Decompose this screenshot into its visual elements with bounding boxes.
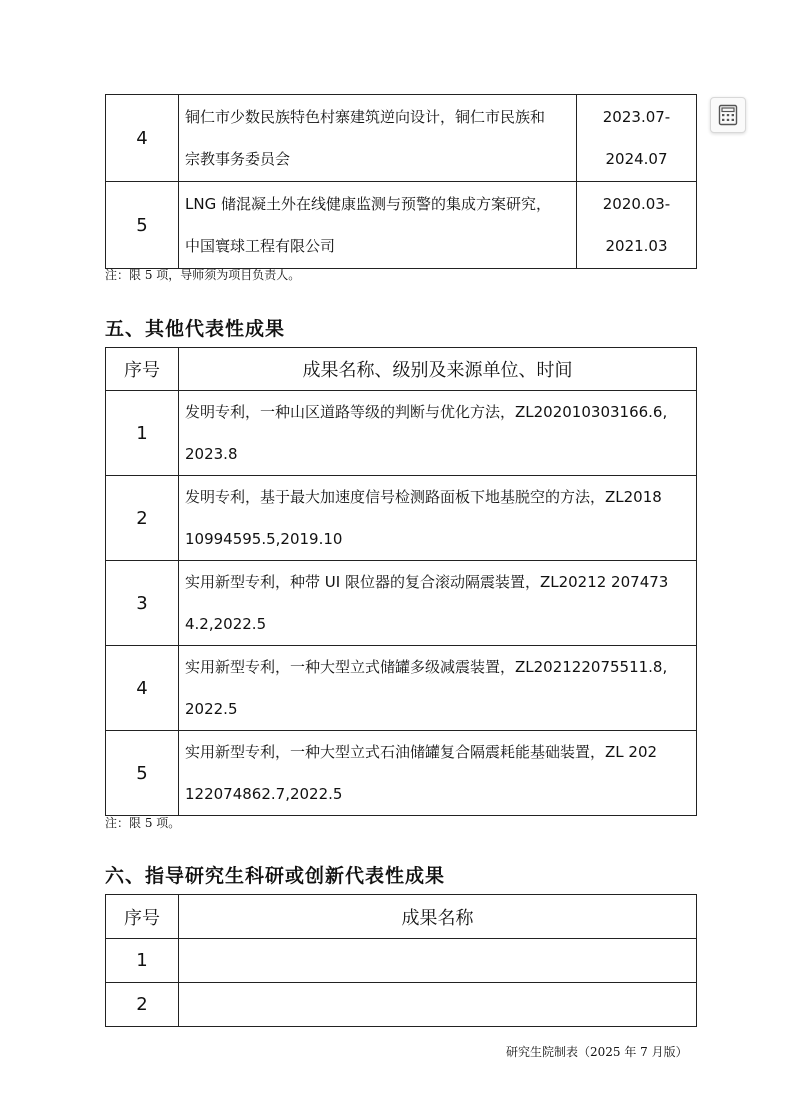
projects-table (105, 94, 697, 269)
achievement-line: 10994595.5,2019.10 (185, 530, 343, 548)
section-title-student-achievements: 六、指导研究生科研或创新代表性成果 (105, 865, 446, 887)
header-number: 序号 (106, 348, 179, 391)
table-row (106, 476, 697, 561)
student-achievements-table (105, 894, 697, 1027)
period-start: 2020.03- (602, 195, 671, 213)
table-row (106, 939, 697, 983)
project-period (577, 182, 697, 269)
table-row (106, 561, 697, 646)
achievement-name-cell[interactable] (179, 983, 697, 1027)
achievement-line: 122074862.7,2022.5 (185, 785, 343, 803)
achievement-line: 实用新型专利，种带 UI 限位器的复合滚动隔震装置，ZL20212 207473 (185, 573, 669, 591)
form-footer: 研究生院制表（2025 年 7 月版） (506, 1045, 688, 1059)
achievement-line: 2022.5 (185, 700, 238, 718)
row-number: 5 (106, 731, 179, 816)
project-line: LNG 储混凝土外在线健康监测与预警的集成方案研究， (185, 195, 551, 213)
header-description: 成果名称、级别及来源单位、时间 (179, 348, 697, 391)
row-number: 4 (106, 95, 179, 182)
project-line: 铜仁市少数民族特色村寨建筑逆向设计，铜仁市民族和 (185, 108, 546, 126)
achievement-description (179, 561, 697, 646)
project-description (179, 182, 577, 269)
row-number: 3 (106, 561, 179, 646)
achievement-description (179, 731, 697, 816)
table-header-row (106, 895, 697, 939)
table-row (106, 182, 697, 269)
calculator-icon (717, 104, 739, 126)
period-end: 2021.03 (605, 237, 668, 255)
row-number: 2 (106, 983, 179, 1027)
achievement-line: 实用新型专利，一种大型立式储罐多级减震装置，ZL202122075511.8, (185, 658, 668, 676)
row-number: 4 (106, 646, 179, 731)
achievement-line: 4.2,2022.5 (185, 615, 267, 633)
table-row (106, 983, 697, 1027)
project-line: 宗教事务委员会 (185, 150, 291, 168)
row-number: 5 (106, 182, 179, 269)
achievement-line: 2023.8 (185, 445, 238, 463)
achievement-description (179, 646, 697, 731)
header-name: 成果名称 (179, 895, 697, 939)
table-header-row (106, 348, 697, 391)
project-description (179, 95, 577, 182)
achievements-table (105, 347, 697, 816)
table-row (106, 391, 697, 476)
row-number: 2 (106, 476, 179, 561)
projects-note: 注：限 5 项，导师须为项目负责人。 (105, 268, 301, 282)
achievement-description (179, 391, 697, 476)
table-row (106, 646, 697, 731)
achievement-line: 发明专利，基于最大加速度信号检测路面板下地基脱空的方法，ZL2018 (185, 488, 662, 506)
project-line: 中国寰球工程有限公司 (185, 237, 336, 255)
period-end: 2024.07 (605, 150, 668, 168)
achievement-line: 实用新型专利，一种大型立式石油储罐复合隔震耗能基础装置，ZL 202 (185, 743, 658, 761)
section-title-other-achievements: 五、其他代表性成果 (105, 318, 286, 340)
achievement-line: 发明专利，一种山区道路等级的判断与优化方法，ZL202010303166.6, (185, 403, 668, 421)
table-row (106, 95, 697, 182)
achievements-note: 注：限 5 项。 (105, 816, 181, 830)
header-number: 序号 (106, 895, 179, 939)
project-period (577, 95, 697, 182)
calculator-button[interactable] (710, 97, 746, 133)
row-number: 1 (106, 939, 179, 983)
table-row (106, 731, 697, 816)
achievement-name-cell[interactable] (179, 939, 697, 983)
row-number: 1 (106, 391, 179, 476)
period-start: 2023.07- (602, 108, 671, 126)
achievement-description (179, 476, 697, 561)
